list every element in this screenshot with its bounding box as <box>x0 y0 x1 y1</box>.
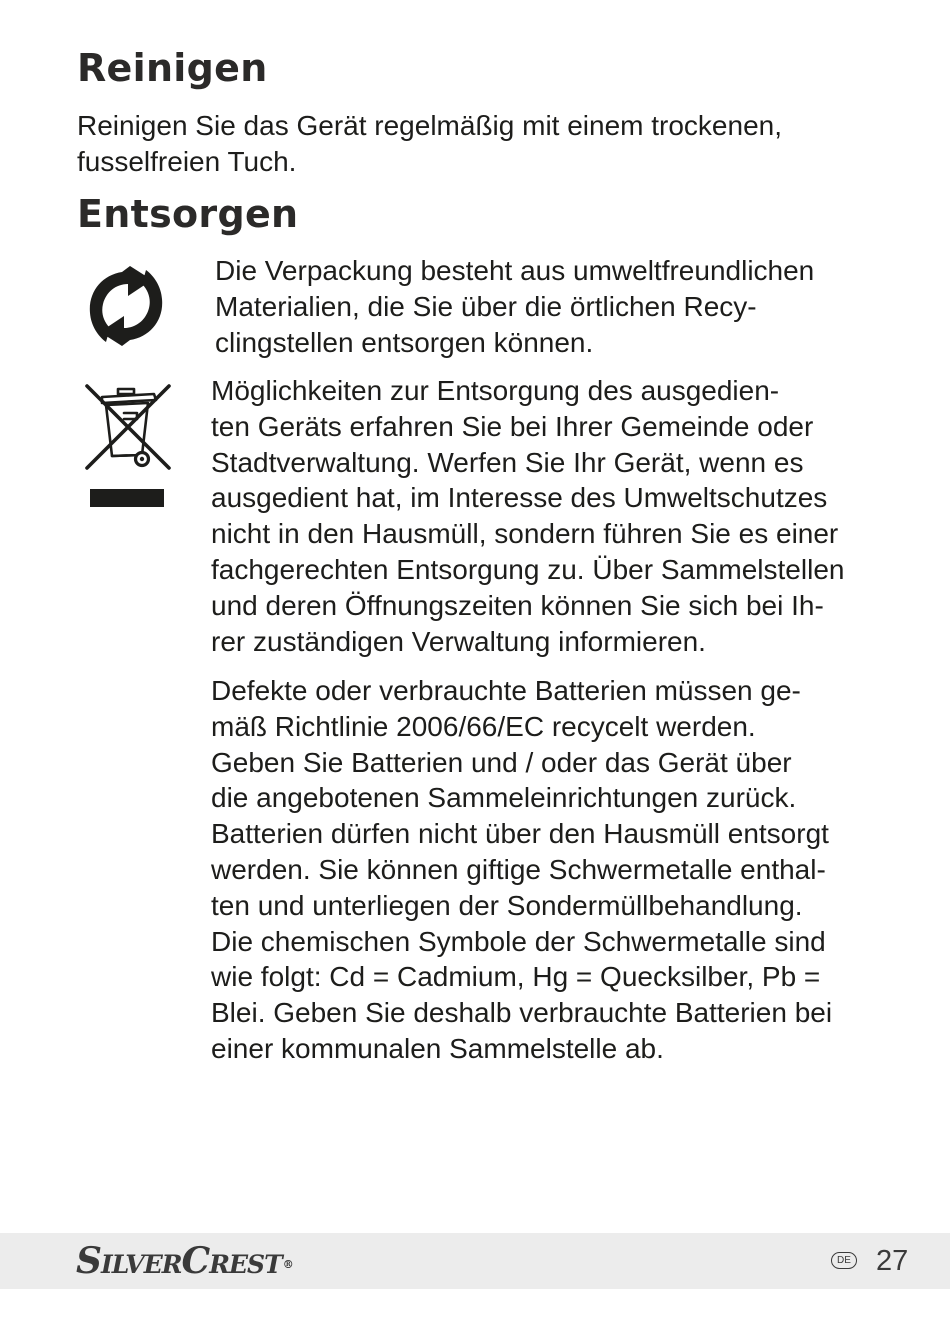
text-line: fusselfreien Tuch. <box>77 145 297 177</box>
text-line: und deren Öffnungszeiten können Sie sich bei Ih- <box>211 589 824 621</box>
page-number: 27 <box>876 1245 909 1277</box>
text-line: Reinigen Sie das Gerät regelmäßig mit einem trockenen, <box>77 110 783 141</box>
text-line: die angebotenen Sammeleinrichtungen zurück. <box>211 782 797 814</box>
paragraph-packaging <box>215 253 814 360</box>
paragraph-cleaning <box>77 108 782 180</box>
text-line: Batterien dürfen nicht über den Hausmüll entsorgt <box>211 818 829 850</box>
text-line: einer kommunalen Sammelstelle ab. <box>211 1032 664 1064</box>
text-line: ten Geräts erfahren Sie bei Ihrer Gemeinde oder <box>211 410 814 442</box>
text-line: Die Verpackung besteht aus umweltfreundlichen <box>215 255 815 286</box>
language-badge: DE <box>831 1252 857 1269</box>
crossed-out-wheelie-bin-icon <box>84 383 172 509</box>
text-line: wie folgt: Cd = Cadmium, Hg = Quecksilber, Pb = <box>211 961 821 993</box>
text-line: clingstellen entsorgen können. <box>215 326 594 358</box>
text-line: mäß Richtlinie 2006/66/EC recycelt werden. <box>211 710 756 742</box>
brand-logo: SILVERCREST® <box>76 1240 293 1282</box>
text-line: Geben Sie Batterien und / oder das Gerät über <box>211 746 792 778</box>
text-line: rer zuständigen Verwaltung informieren. <box>211 625 706 657</box>
text-line: fachgerechten Entsorgung zu. Über Sammelstellen <box>211 553 845 585</box>
paragraph-battery-disposal <box>211 673 832 1067</box>
text-line: werden. Sie können giftige Schwermetalle enthal- <box>211 853 826 885</box>
text-line: Stadtverwaltung. Werfen Sie Ihr Gerät, wenn es <box>211 446 804 478</box>
text-line: ten und unterliegen der Sondermüllbehandlung. <box>211 889 803 921</box>
page-footer <box>0 1233 950 1289</box>
paragraph-device-disposal <box>211 373 844 659</box>
text-line: nicht in den Hausmüll, sondern führen Sie es einer <box>211 518 839 550</box>
text-line: ausgedient hat, im Interesse des Umweltschutzes <box>211 482 828 514</box>
text-line: Defekte oder verbrauchte Batterien müssen ge- <box>211 675 801 706</box>
text-line: Blei. Geben Sie deshalb verbrauchte Batterien bei <box>211 997 833 1029</box>
text-line: Die chemischen Symbole der Schwermetalle sind <box>211 925 826 957</box>
green-dot-recycling-icon <box>84 262 168 350</box>
text-line: Materialien, die Sie über die örtlichen Recy- <box>215 290 757 322</box>
heading-entsorgen: Entsorgen <box>77 192 299 236</box>
text-line: Möglichkeiten zur Entsorgung des ausgedien- <box>211 375 780 406</box>
heading-reinigen: Reinigen <box>77 46 268 90</box>
